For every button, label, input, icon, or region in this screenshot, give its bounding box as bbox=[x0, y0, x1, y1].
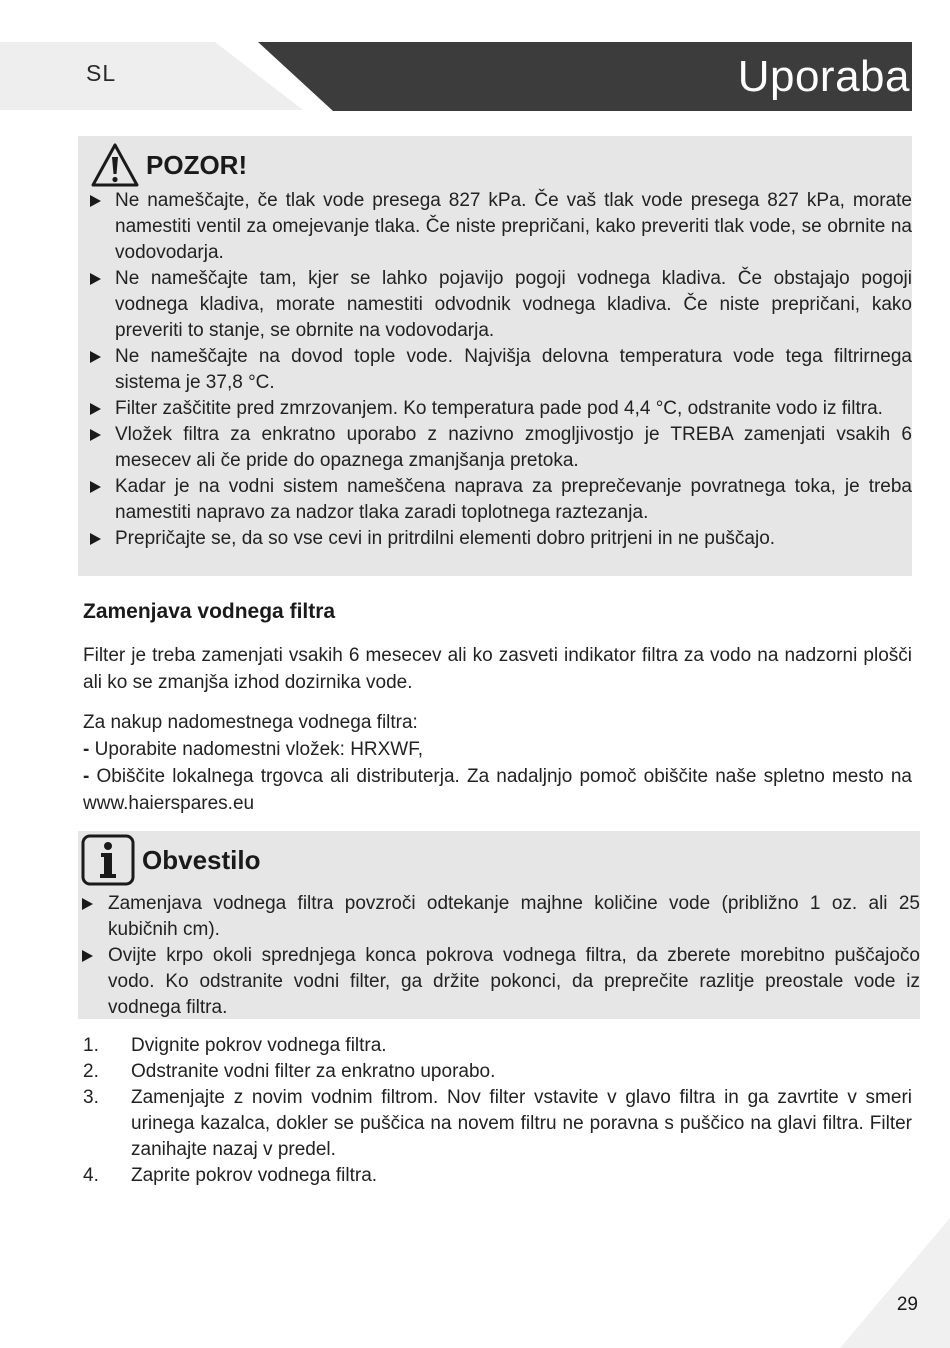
purchase-option-1-text: Uporabite nadomestni vložek: HRXWF, bbox=[89, 739, 424, 760]
list-item-text: Zamenjava vodnega filtra povzroči odtekanje majhne količine vode (približno 1 oz. ali 25 kubičnih cm). bbox=[108, 893, 920, 940]
bullet-triangle-icon bbox=[90, 351, 101, 363]
caution-title: POZOR! bbox=[146, 149, 248, 180]
list-item-text: Ne nameščajte, če tlak vode presega 827 kPa. Če vaš tlak vode presega 827 kPa, morate namestiti ventil za omejevanje tlaka. Če niste prepričani, kako preveriti tlak vode, se obrnite na vodovodarja. bbox=[115, 190, 912, 263]
bullet-triangle-icon bbox=[90, 195, 101, 207]
bullet-triangle-icon bbox=[90, 481, 101, 493]
paragraph-purchase bbox=[83, 709, 912, 817]
list-item-text: Kadar je na vodni sistem nameščena naprava za preprečevanje povratnega toka, je treba namestiti napravo za nadzor tlaka zaradi toplotnega raztezanja. bbox=[115, 476, 912, 523]
notice-box bbox=[78, 831, 920, 1019]
bullet-triangle-icon bbox=[90, 403, 101, 415]
step-text: Zamenjajte z novim vodnim filtrom. Nov filter vstavite v glavo filtra in ga zavrtite v smeri urinega kazalca, dokler se puščica na novem filtru ne poravna s puščico na glavi filtra. Filter zanihajte nazaj v predel. bbox=[131, 1087, 912, 1160]
bullet-triangle-icon bbox=[90, 533, 101, 545]
step-number: 1. bbox=[83, 1035, 99, 1056]
step-item bbox=[83, 1163, 912, 1189]
step-text: Zaprite pokrov vodnega filtra. bbox=[131, 1165, 378, 1186]
caution-header bbox=[90, 142, 247, 188]
caution-box bbox=[78, 136, 912, 576]
page-corner bbox=[840, 1218, 950, 1348]
list-item-text: Ne nameščajte na dovod tople vode. Najvišja delovna temperatura vode tega filtrirnega sistema je 37,8 °C. bbox=[115, 346, 912, 393]
notice-list bbox=[82, 891, 920, 1021]
warning-triangle-icon bbox=[90, 142, 140, 188]
notice-header bbox=[80, 833, 260, 887]
page-corner-shape bbox=[840, 1218, 950, 1348]
list-item bbox=[90, 396, 912, 422]
dash-mark: - bbox=[83, 739, 90, 760]
list-item bbox=[82, 943, 920, 1021]
list-item-text: Filter zaščitite pred zmrzovanjem. Ko temperatura pade pod 4,4 °C, odstranite vodo iz filtra. bbox=[115, 398, 883, 419]
bullet-triangle-icon bbox=[82, 898, 93, 910]
list-item bbox=[90, 188, 912, 266]
page-title: Uporaba bbox=[737, 52, 910, 101]
list-item-text: Prepričajte se, da so vse cevi in pritrdilni elementi dobro pritrjeni in ne puščajo. bbox=[115, 528, 776, 549]
list-item bbox=[90, 474, 912, 526]
list-item bbox=[90, 422, 912, 474]
purchase-option-2 bbox=[83, 763, 912, 817]
bullet-triangle-icon bbox=[82, 950, 93, 962]
page-number: 29 bbox=[896, 1294, 918, 1315]
step-item bbox=[83, 1059, 912, 1085]
list-item bbox=[90, 526, 912, 552]
step-text: Dvignite pokrov vodnega filtra. bbox=[131, 1035, 387, 1056]
step-number: 4. bbox=[83, 1165, 99, 1186]
list-item-text: Ne nameščajte tam, kjer se lahko pojavijo pogoji vodnega kladiva. Če obstajajo pogoji vodnega kladiva, morate namestiti odvodnik vodnega kladiva. Če niste prepričani, kako preveriti to stanje, se obrnite na vodovodarja. bbox=[115, 268, 912, 341]
step-number: 2. bbox=[83, 1061, 99, 1082]
list-item bbox=[82, 891, 920, 943]
info-icon bbox=[80, 833, 136, 887]
list-item-text: Vložek filtra za enkratno uporabo z nazivno zmogljivostjo je TREBA zamenjati vsakih 6 mesecev ali če pride do opaznega zmanjšanja pretoka. bbox=[115, 424, 912, 471]
step-item bbox=[83, 1033, 912, 1059]
step-item bbox=[83, 1085, 912, 1163]
section-heading: Zamenjava vodnega filtra bbox=[83, 600, 336, 623]
notice-title: Obvestilo bbox=[142, 844, 261, 875]
purchase-option-1 bbox=[83, 736, 912, 763]
step-text: Odstranite vodni filter za enkratno uporabo. bbox=[131, 1061, 496, 1082]
purchase-option-2-text: Obiščite lokalnega trgovca ali distributerja. Za nadaljnjo pomoč obiščite naše spletno mesto na www.haierspares.eu bbox=[83, 766, 912, 814]
list-item bbox=[90, 344, 912, 396]
purchase-intro: Za nakup nadomestnega vodnega filtra: bbox=[83, 712, 418, 733]
caution-list bbox=[90, 188, 912, 552]
language-code: SL bbox=[86, 60, 117, 86]
paragraph-filter-interval: Filter je treba zamenjati vsakih 6 mesecev ali ko zasveti indikator filtra za vodo na nadzorni plošči ali ko se zmanjša izhod dozirnika vode. bbox=[83, 645, 912, 693]
bullet-triangle-icon bbox=[90, 429, 101, 441]
list-item-text: Ovijte krpo okoli sprednjega konca pokrova vodnega filtra, da zberete morebitno puščajočo vodo. Ko odstranite vodni filter, ga držite pokonci, da preprečite razlitje preostale vode iz vodnega filtra. bbox=[108, 945, 920, 1018]
dash-mark: - bbox=[83, 766, 90, 787]
bullet-triangle-icon bbox=[90, 273, 101, 285]
step-number: 3. bbox=[83, 1087, 99, 1108]
steps-list bbox=[83, 1033, 912, 1189]
list-item bbox=[90, 266, 912, 344]
header-light-tab bbox=[0, 42, 303, 110]
